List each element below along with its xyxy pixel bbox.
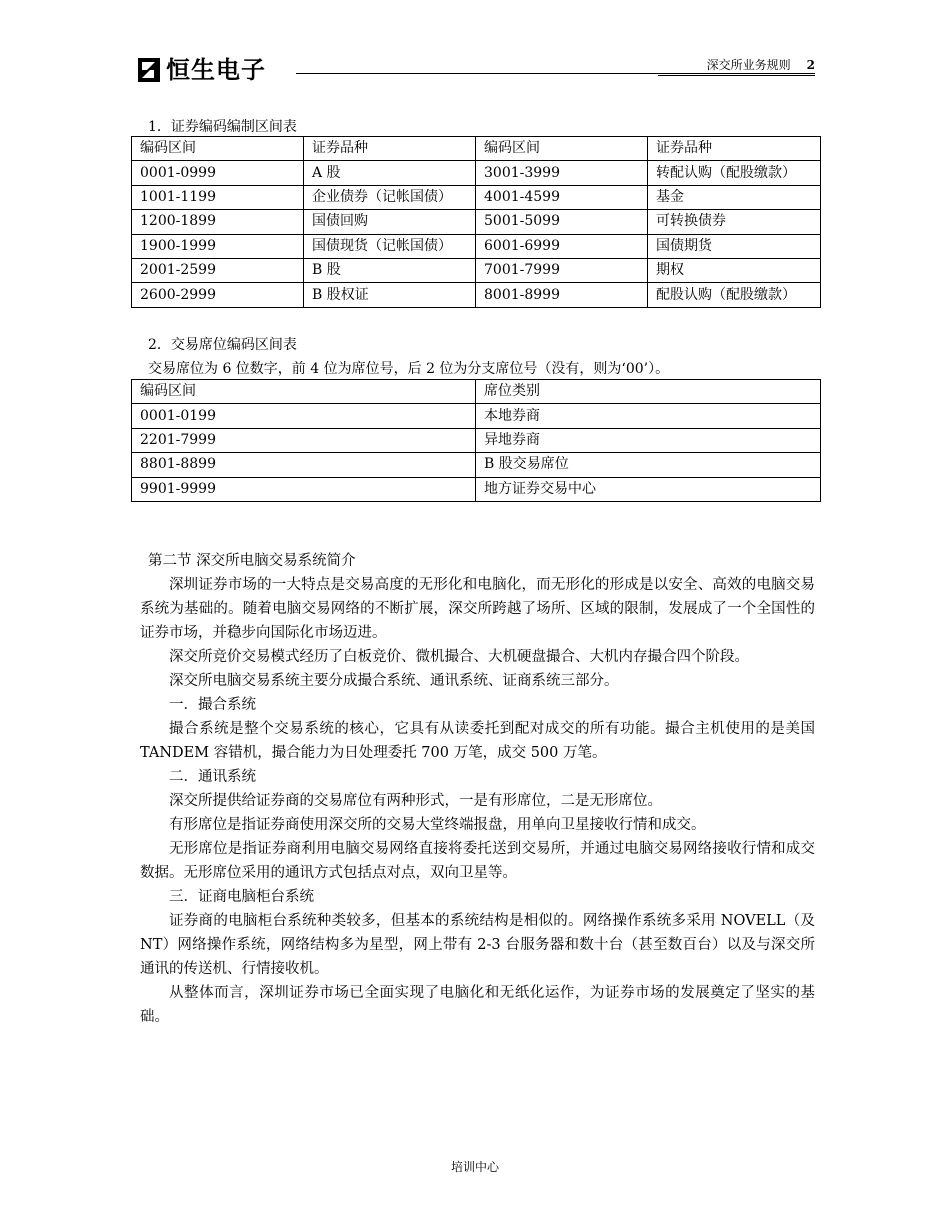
- table-cell: 1001-1199: [132, 185, 304, 209]
- table-cell: 企业债券（记帐国债）: [304, 185, 476, 209]
- company-logo: [138, 56, 266, 84]
- table-header-row: [132, 137, 821, 161]
- table-cell: 3001-3999: [476, 161, 648, 185]
- table2-note: 交易席位为 6 位数字，前 4 位为席位号，后 2 位为分支席位号（没有，则为‘00’）。: [148, 361, 670, 377]
- table-row: [132, 161, 821, 185]
- table-cell: 国债期货: [648, 234, 821, 258]
- table-row: [132, 210, 821, 234]
- header-rule-secondary: [658, 75, 815, 76]
- paragraph: 深圳证券市场的一大特点是交易高度的无形化和电脑化，而无形化的形成是以安全、高效的电脑交易系统为基础的。随着电脑交易网络的不断扩展，深交所跨越了场所、区域的限制，发展成了一个全国性的证券市场，并稳步向国际化市场迈进。: [140, 577, 815, 641]
- logo-mark-icon: [138, 58, 160, 82]
- table-cell: 异地券商: [476, 428, 821, 452]
- paragraph: 深交所电脑交易系统主要分成撮合系统、通讯系统、证商系统三部分。: [169, 673, 619, 689]
- table-row: [132, 258, 821, 282]
- table-cell: 2600-2999: [132, 283, 304, 307]
- table-cell: 国债现货（记帐国债）: [304, 234, 476, 258]
- table-cell: 2001-2599: [132, 258, 304, 282]
- securities-code-table: [131, 136, 821, 308]
- page-footer: 培训中心: [450, 1160, 499, 1174]
- page-number: 2: [806, 58, 815, 72]
- table-row: [132, 453, 821, 477]
- table-cell: 7001-7999: [476, 258, 648, 282]
- paragraph: 撮合系统是整个交易系统的核心，它具有从读委托到配对成交的所有功能。撮合主机使用的是美国 TANDEM 容错机，撮合能力为日处理委托 700 万笔，成交 500 万笔。: [140, 721, 815, 761]
- table-cell: 6001-6999: [476, 234, 648, 258]
- table-cell: 地方证券交易中心: [476, 477, 821, 501]
- table-cell: 8001-8999: [476, 283, 648, 307]
- table2-caption: 2．交易席位编码区间表: [148, 337, 297, 353]
- table-cell: B 股权证: [304, 283, 476, 307]
- table-cell: 编码区间: [476, 137, 648, 161]
- table1-caption: 1．证券编码编制区间表: [148, 119, 297, 135]
- table-row: [132, 283, 821, 307]
- table-cell: 证券品种: [648, 137, 821, 161]
- paragraph: 证券商的电脑柜台系统种类较多，但基本的系统结构是相似的。网络操作系统多采用 NOVELL（及 NT）网络操作系统，网络结构多为星型，网上带有 2-3 台服务器和数十台（甚至数百台）以及与深交所通讯的传送机、行情接收机。: [140, 913, 815, 977]
- table-cell: 0001-0999: [132, 161, 304, 185]
- table-cell: 0001-0199: [132, 404, 476, 428]
- table-cell: 1900-1999: [132, 234, 304, 258]
- header-title: [707, 56, 815, 73]
- table-cell: 期权: [648, 258, 821, 282]
- table-cell: 本地券商: [476, 404, 821, 428]
- paragraph: 有形席位是指证券商使用深交所的交易大堂终端报盘，用单向卫星接收行情和成交。: [169, 817, 706, 833]
- paragraph: 深交所竞价交易模式经历了白板竞价、微机撮合、大机硬盘撮合、大机内存撮合四个阶段。: [169, 649, 749, 665]
- table-cell: B 股交易席位: [476, 453, 821, 477]
- section-body: [140, 549, 815, 1029]
- table-cell: 配股认购（配股缴款）: [648, 283, 821, 307]
- table-cell: 转配认购（配股缴款）: [648, 161, 821, 185]
- logo-text: 恒生电子: [166, 56, 266, 84]
- table-cell: 8801-8899: [132, 453, 476, 477]
- table-cell: B 股: [304, 258, 476, 282]
- table-cell: 基金: [648, 185, 821, 209]
- table-cell: 国债回购: [304, 210, 476, 234]
- table-cell: 证券品种: [304, 137, 476, 161]
- table-row: [132, 185, 821, 209]
- table-cell: 编码区间: [132, 137, 304, 161]
- page-header: [138, 52, 815, 86]
- table-row: [132, 428, 821, 452]
- paragraph: 从整体而言，深圳证券市场已全面实现了电脑化和无纸化运作，为证券市场的发展奠定了坚实的基础。: [140, 985, 815, 1025]
- table-header-row: [132, 380, 821, 404]
- subsection-title: 一．撮合系统: [169, 697, 256, 713]
- table-row: [132, 477, 821, 501]
- table-cell: 9901-9999: [132, 477, 476, 501]
- subsection-title: 二．通讯系统: [169, 769, 256, 785]
- paragraph: 无形席位是指证券商利用电脑交易网络直接将委托送到交易所，并通过电脑交易网络接收行情和成交数据。无形席位采用的通讯方式包括点对点，双向卫星等。: [140, 841, 815, 881]
- paragraph: 深交所提供给证券商的交易席位有两种形式，一是有形席位，二是无形席位。: [169, 793, 662, 809]
- header-rule: [296, 73, 815, 74]
- table-cell: 4001-4599: [476, 185, 648, 209]
- table-row: [132, 234, 821, 258]
- document-title: 深交所业务规则: [706, 58, 791, 72]
- table-cell: 编码区间: [132, 380, 476, 404]
- table-cell: 1200-1899: [132, 210, 304, 234]
- table-cell: 席位类别: [476, 380, 821, 404]
- table-cell: 2201-7999: [132, 428, 476, 452]
- section-title: 第二节 深交所电脑交易系统简介: [148, 553, 356, 569]
- subsection-title: 三．证商电脑柜台系统: [169, 889, 314, 905]
- table-row: [132, 404, 821, 428]
- table-cell: A 股: [304, 161, 476, 185]
- table-cell: 5001-5099: [476, 210, 648, 234]
- trading-seat-code-table: [131, 379, 821, 502]
- table-cell: 可转换债券: [648, 210, 821, 234]
